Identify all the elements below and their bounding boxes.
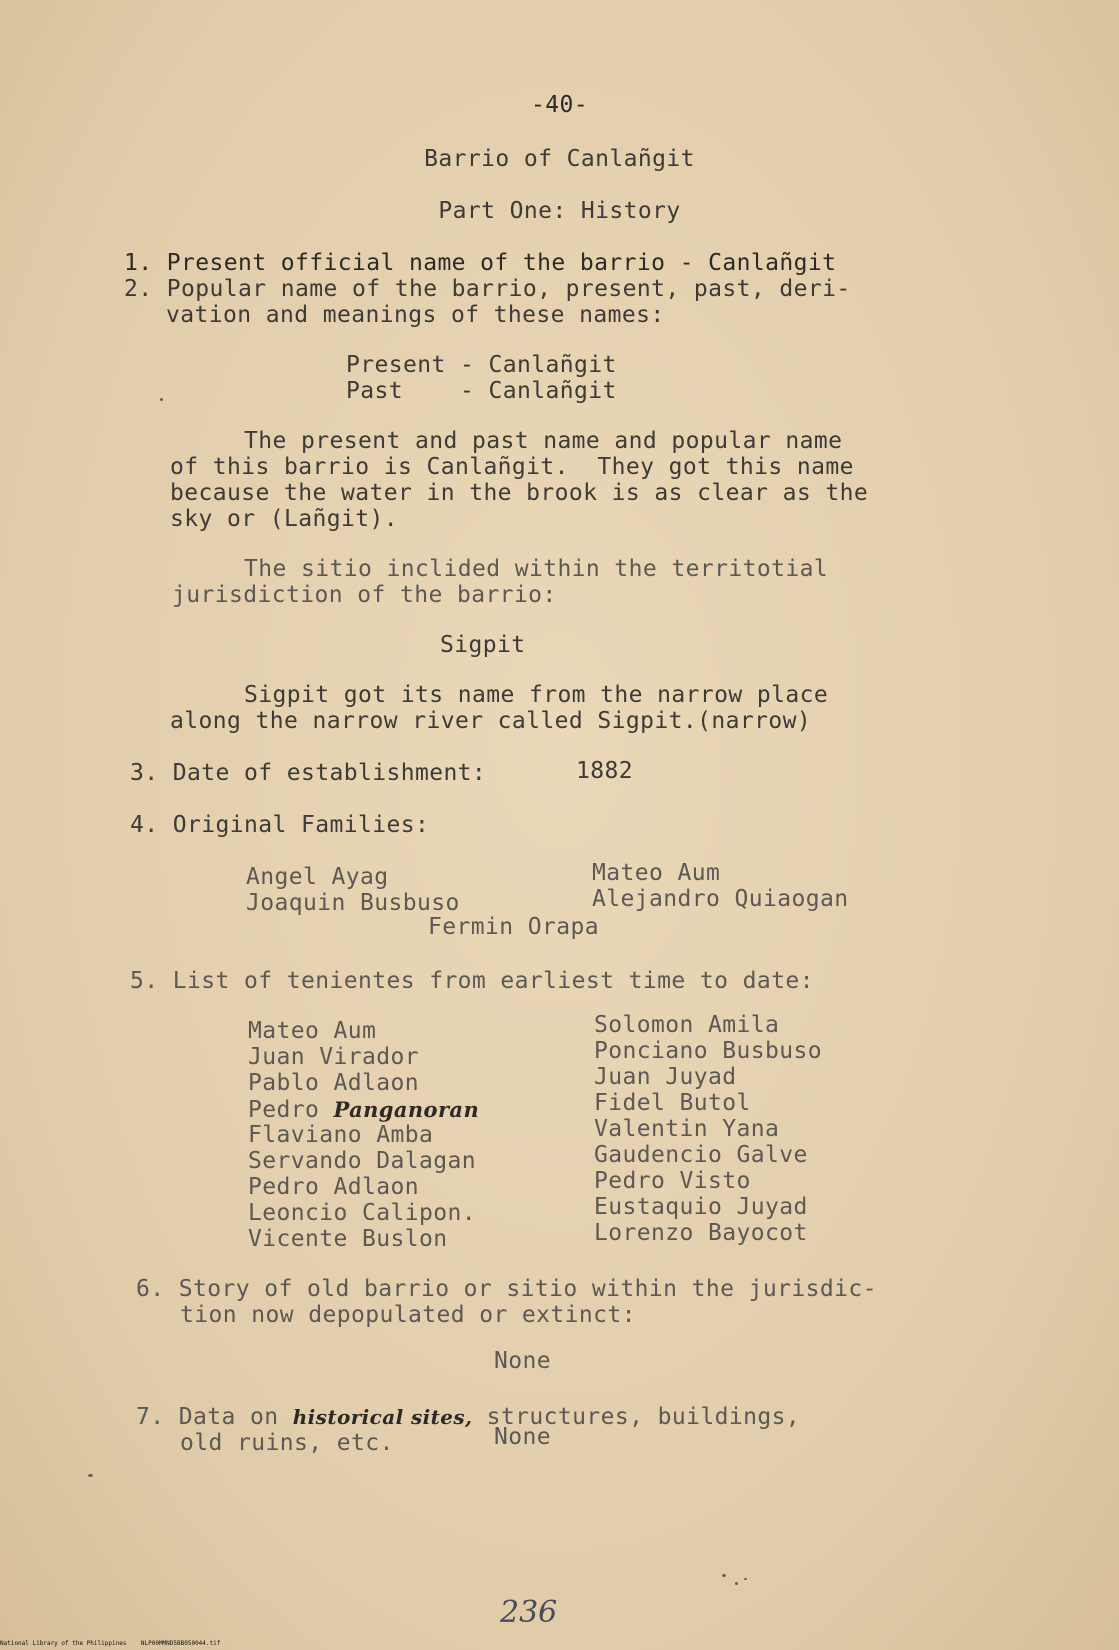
teniente-right-3: Juan Juyad bbox=[594, 1064, 737, 1090]
name-past: Past - Canlañgit bbox=[346, 378, 617, 404]
item-7-handwritten: historical sites, bbox=[292, 1405, 473, 1429]
item-6-line2: tion now depopulated or extinct: bbox=[180, 1302, 636, 1328]
para2-line2: jurisdiction of the barrio: bbox=[172, 582, 557, 608]
paper-speck bbox=[735, 1582, 738, 1585]
teniente-left-6: Servando Dalagan bbox=[248, 1148, 476, 1174]
item-7-prefix: 7. Data on bbox=[136, 1404, 279, 1430]
paper-speck bbox=[722, 1574, 726, 1577]
family-right-2: Alejandro Quiaogan bbox=[592, 886, 849, 912]
family-center: Fermin Orapa bbox=[428, 914, 599, 940]
para1-line1: The present and past name and popular name bbox=[244, 428, 843, 454]
item-7-answer: None bbox=[494, 1424, 551, 1450]
teniente-right-5: Valentin Yana bbox=[594, 1116, 780, 1142]
teniente-right-6: Gaudencio Galve bbox=[594, 1142, 808, 1168]
family-left-1: Angel Ayag bbox=[246, 864, 389, 890]
teniente-left-3: Pablo Adlaon bbox=[248, 1070, 419, 1096]
teniente-left-9: Vicente Buslon bbox=[248, 1226, 448, 1252]
teniente-right-9: Lorenzo Bayocot bbox=[594, 1220, 808, 1246]
teniente-left-2: Juan Virador bbox=[248, 1044, 419, 1070]
paper-speck bbox=[160, 398, 163, 401]
item-7-line2: old ruins, etc. bbox=[180, 1430, 394, 1456]
item-6-answer: None bbox=[494, 1348, 551, 1374]
paper-speck bbox=[744, 1578, 747, 1580]
paper-speck bbox=[88, 1474, 93, 1477]
family-left-2: Joaquin Busbuso bbox=[246, 890, 460, 916]
teniente-left-5: Flaviano Amba bbox=[248, 1122, 434, 1148]
para3-line2: along the narrow river called Sigpit.(narrow) bbox=[170, 708, 812, 734]
document-title: Barrio of Canlañgit bbox=[424, 146, 695, 172]
item-3-label: 3. Date of establishment: bbox=[130, 760, 487, 786]
teniente-right-1: Solomon Amila bbox=[594, 1012, 780, 1038]
teniente-given-name: Pedro bbox=[248, 1097, 320, 1123]
para2-line1: The sitio inclided within the territotial bbox=[244, 556, 829, 582]
teniente-right-4: Fidel Butol bbox=[594, 1090, 751, 1116]
handwritten-surname: Panganoran bbox=[333, 1097, 480, 1122]
item-5-label: 5. List of tenientes from earliest time to date: bbox=[130, 968, 814, 994]
handwritten-page-number: 236 bbox=[500, 1595, 558, 1630]
section-heading: Part One: History bbox=[438, 198, 681, 224]
item-2-line2: vation and meanings of these names: bbox=[166, 302, 665, 328]
item-7-rest: structures, buildings, bbox=[486, 1404, 801, 1430]
scan-footer: National Library of the Philippines NLP00MMND5BB050044.tif bbox=[0, 1640, 221, 1647]
para1-line2: of this barrio is Canlañgit. They got this name bbox=[170, 454, 854, 480]
teniente-left-1: Mateo Aum bbox=[248, 1018, 377, 1044]
para1-line3: because the water in the brook is as clear as the bbox=[170, 480, 869, 506]
item-7-line1 bbox=[136, 1404, 800, 1431]
page-number: -40- bbox=[531, 92, 588, 118]
teniente-left-8: Leoncio Calipon. bbox=[248, 1200, 476, 1226]
para3-line1: Sigpit got its name from the narrow place bbox=[244, 682, 829, 708]
item-4-label: 4. Original Families: bbox=[130, 812, 430, 838]
teniente-right-2: Ponciano Busbuso bbox=[594, 1038, 822, 1064]
item-1: 1. Present official name of the barrio - Canlañgit bbox=[124, 250, 837, 276]
teniente-right-7: Pedro Visto bbox=[594, 1168, 751, 1194]
item-3-value: 1882 bbox=[576, 758, 633, 784]
para1-line4: sky or (Lañgit). bbox=[170, 506, 398, 532]
sitio-name: Sigpit bbox=[440, 632, 526, 658]
item-6-line1: 6. Story of old barrio or sitio within the jurisdic- bbox=[136, 1276, 877, 1302]
teniente-left-4 bbox=[248, 1096, 479, 1124]
item-2-line1: 2. Popular name of the barrio, present, past, deri- bbox=[124, 276, 851, 302]
name-present: Present - Canlañgit bbox=[346, 352, 617, 378]
family-right-1: Mateo Aum bbox=[592, 860, 721, 886]
teniente-right-8: Eustaquio Juyad bbox=[594, 1194, 808, 1220]
teniente-left-7: Pedro Adlaon bbox=[248, 1174, 419, 1200]
